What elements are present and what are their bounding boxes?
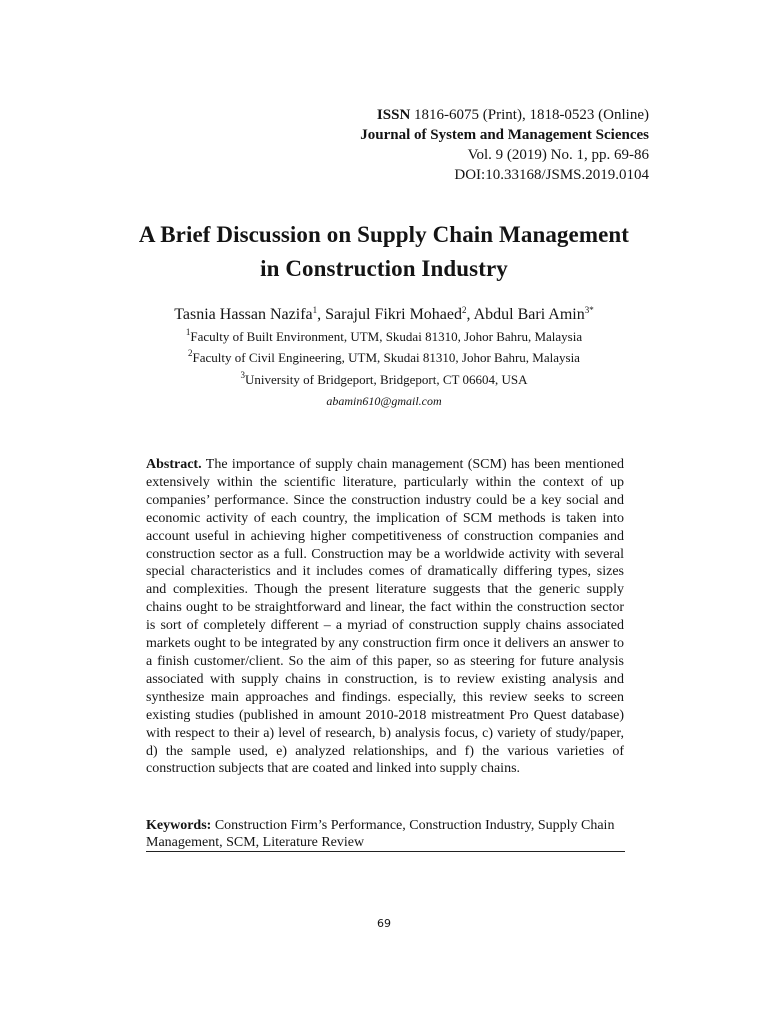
affiliation-3: $^3$University of Bridgeport, Bridgeport, CT 06604, USA bbox=[240, 370, 528, 387]
keywords bbox=[146, 817, 624, 851]
abstract-label: Abstract. bbox=[146, 457, 202, 472]
affiliation-1: $^1$Faculty of Built Environment, UTM, Skudai 81310, Johor Bahru, Malaysia bbox=[185, 327, 583, 344]
abstract-text: The importance of supply chain management (SCM) has been mentioned extensively within the scientific literature, particularly within the context of up companies’ performance. Since the construction industry could be a key social and economic activity of each country, the implication of SCM methods is taken into account useful in achieving higher competitiveness of construction companies and construction sector as a full. Construction may be a worldwide activity with several special characteristics and it includes comes of dramatically differing types, sizes and complexities. Though the present literature suggests that the generic supply chains ought to be straightforward and linear, the fact within the construction sector is sort of completely different – a myriad of construction supply chains associated markets ought to be integrated by any construction firm once it delivers an answer to a finish customer/client. So the aim of this paper, so as steering for future analysis associated with supply chains in construction, is to review existing analysis and synthesize main approaches and findings. especially, this review seeks to screen existing studies (published in amount 2010-2018 mistreatment Pro Quest database) with respect to their a) level of research, b) analysis focus, c) variety of study/paper, d) the sample used, e) analyzed relationships, and f) the various varieties of construction subjects that are coated and linked into supply chains. bbox=[146, 457, 625, 777]
abstract bbox=[146, 456, 624, 778]
journal-name: Journal of System and Management Sciences bbox=[360, 127, 649, 143]
affiliation-2: $^2$Faculty of Civil Engineering, UTM, Skudai 81310, Johor Bahru, Malaysia bbox=[188, 348, 580, 365]
author-name: Sarajul Fikri Mohaed bbox=[325, 306, 462, 323]
author-sup: 1 bbox=[312, 305, 318, 315]
doi: DOI:10.33168/JSMS.2019.0104 bbox=[454, 167, 649, 183]
issn-line bbox=[360, 105, 649, 125]
author-sup: 2 bbox=[462, 305, 467, 315]
authors-line: Tasnia Hassan Nazifa$^1$, Sarajul Fikri Mohaed$^2$, Abdul Bari Amin$^{3*}$ bbox=[174, 305, 594, 323]
author-name: Abdul Bari Amin bbox=[473, 306, 585, 323]
page-number: 69 bbox=[377, 917, 391, 930]
keywords-divider bbox=[146, 851, 625, 852]
volume-info: Vol. 9 (2019) No. 1, pp. 69-86 bbox=[467, 147, 649, 163]
corresponding-email[interactable]: abamin610@gmail.com bbox=[326, 394, 442, 408]
journal-header bbox=[360, 105, 649, 185]
issn-label: ISSN bbox=[376, 107, 411, 123]
issn-value: 1816-6075 (Print), 1818-0523 (Online) bbox=[414, 107, 649, 123]
keywords-label: Keywords: bbox=[146, 818, 212, 833]
title-line-2: in Construction Industry bbox=[260, 256, 508, 281]
keywords-text: Construction Firm’s Performance, Construction Industry, Supply Chain Management, SCM, Literature Review bbox=[146, 818, 615, 850]
author-name: Tasnia Hassan Nazifa bbox=[174, 306, 313, 323]
title-line-1: A Brief Discussion on Supply Chain Management bbox=[138, 222, 630, 247]
paper-title bbox=[0, 218, 768, 286]
author-sup: 3* bbox=[584, 305, 594, 315]
